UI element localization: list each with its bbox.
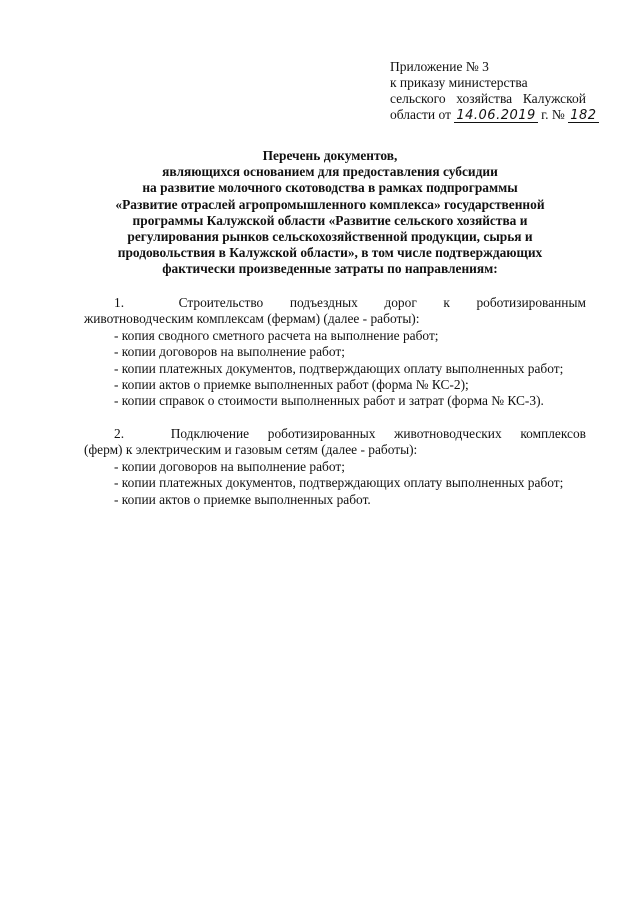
section-2-heading-word: комплексов [520,426,586,441]
section-2-heading-word: Подключение [170,426,250,441]
handwritten-date: 14.06.2019 [456,108,536,123]
appendix-date-line [390,107,600,123]
appendix-ministry [390,91,586,107]
section-1-heading-word: роботизированным [476,295,586,310]
handwritten-number: 182 [570,108,597,123]
list-item: - копии платежных документов, подтверждающих оплату выполненных работ; [114,360,564,376]
list-item: - копии платежных документов, подтверждающих оплату выполненных работ; [114,475,564,491]
appendix-header [390,59,600,123]
appendix-number-prefix: г. № [541,107,565,122]
appendix-date-prefix: области от [390,107,451,122]
title-line: «Развитие отраслей агропромышленного комплекса» государственной [115,196,545,212]
title-line: программы Калужской области «Развитие сельского хозяйства и [132,212,528,228]
appendix-ministry-word: сельского [390,91,446,106]
title-line: регулирования рынков сельскохозяйственной продукции, сырья и [127,229,533,245]
appendix-ministry-word: Калужской [522,91,586,106]
section-1-heading-word: к [443,295,450,310]
section-2-list [114,459,586,508]
list-item: - копия сводного сметного расчета на выполнение работ; [114,327,439,343]
section-2-heading [84,426,586,442]
title-line: фактически произведенные затраты по направлениям: [162,261,498,277]
list-item: - копии справок о стоимости выполненных работ и затрат (форма № КС-3). [114,393,544,409]
title-line: продовольствия в Калужской области», в том числе подтверждающих [117,245,543,261]
section-1-number: 1. [114,295,125,310]
appendix-title: Приложение № 3 [390,59,489,74]
section-1 [84,295,586,410]
section-1-list [114,328,586,410]
appendix-ministry-word: хозяйства [456,91,513,106]
section-1-heading-continuation: животноводческим комплексам (фермам) (далее - работы): [84,311,420,327]
document-title [70,148,590,278]
section-2 [84,426,586,508]
section-1-heading-word: подъездных [289,295,358,310]
section-2-heading-word: роботизированных [267,426,376,441]
appendix-order-ref: к приказу министерства [390,75,528,90]
title-line: на развитие молочного скотоводства в рамках подпрограммы [142,180,518,196]
section-1-heading-word: дорог [384,295,417,310]
list-item: - копии актов о приемке выполненных работ (форма № КС-2); [114,377,469,393]
section-2-heading-continuation: (ферм) к электрическим и газовым сетям (далее - работы): [84,442,418,458]
section-1-heading [84,295,586,311]
list-item: - копии актов о приемке выполненных работ. [114,491,371,507]
title-line: Перечень документов, [262,148,398,163]
section-2-number: 2. [114,426,125,441]
section-2-heading-word: животноводческих [394,426,502,441]
list-item: - копии договоров на выполнение работ; [114,458,345,474]
section-1-heading-word: Строительство [178,295,264,310]
title-line: являющихся основанием для предоставления субсидии [162,164,498,180]
list-item: - копии договоров на выполнение работ; [114,344,345,360]
